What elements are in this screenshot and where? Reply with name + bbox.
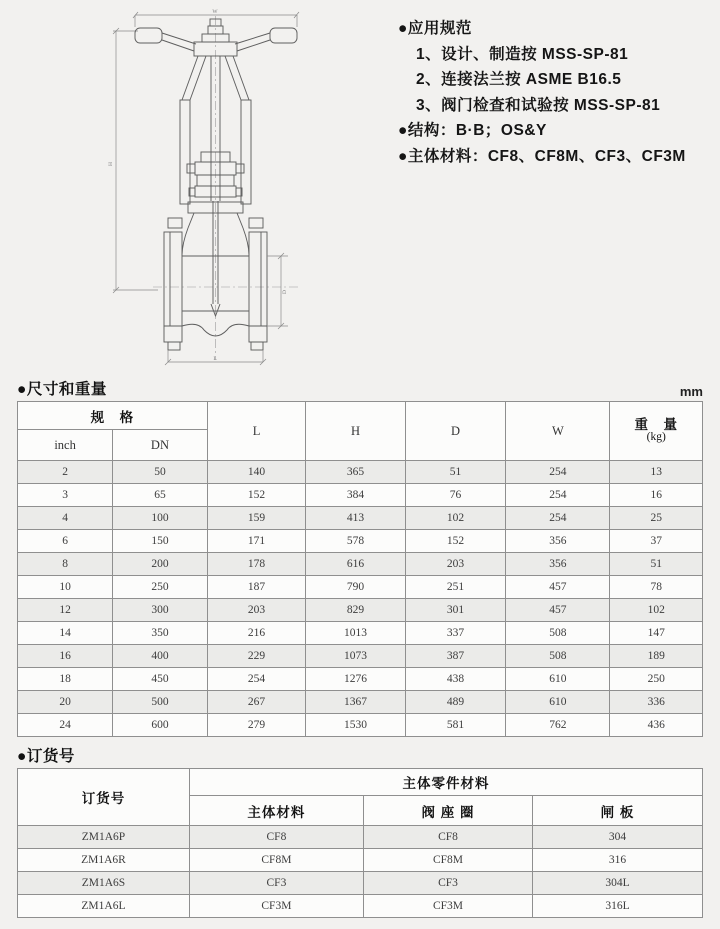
table-row — [18, 553, 703, 576]
order-table-body — [18, 826, 703, 918]
table-cell: 508 — [506, 645, 610, 668]
table-cell: 78 — [610, 576, 703, 599]
table-row — [18, 622, 703, 645]
col-header-h: H — [306, 402, 405, 461]
table-cell: 790 — [306, 576, 405, 599]
table-cell: 76 — [405, 484, 506, 507]
table-cell: 4 — [18, 507, 113, 530]
col-header-gate: 闸 板 — [533, 796, 703, 826]
table-cell: CF8 — [189, 826, 363, 849]
dim-l-label: L — [213, 356, 217, 362]
spec-material: ●主体材料：CF8、CF8M、CF3、CF3M — [398, 147, 686, 165]
order-section-header — [17, 744, 703, 766]
table-cell: 254 — [506, 484, 610, 507]
table-cell: 450 — [113, 668, 208, 691]
table-cell: 50 — [113, 461, 208, 484]
table-cell: 203 — [207, 599, 306, 622]
table-cell: 762 — [506, 714, 610, 737]
table-cell: 508 — [506, 622, 610, 645]
table-row — [18, 461, 703, 484]
unit-label: mm — [679, 384, 703, 399]
dim-d-label: D — [282, 290, 288, 294]
table-cell: ZM1A6R — [18, 849, 190, 872]
table-cell: 267 — [207, 691, 306, 714]
table-cell: 316L — [533, 895, 703, 918]
table-cell: 500 — [113, 691, 208, 714]
weight-label: 重 量 — [634, 417, 678, 432]
table-cell: 304 — [533, 826, 703, 849]
table-cell: ZM1A6P — [18, 826, 190, 849]
table-cell: 1073 — [306, 645, 405, 668]
table-cell: 413 — [306, 507, 405, 530]
table-cell: 16 — [18, 645, 113, 668]
table-cell: 14 — [18, 622, 113, 645]
dim-w-label: W — [212, 9, 218, 15]
table-cell: 250 — [610, 668, 703, 691]
table-cell: 2 — [18, 461, 113, 484]
dimensions-table — [17, 401, 703, 737]
table-cell: 279 — [207, 714, 306, 737]
table-row — [18, 714, 703, 737]
table-cell: 6 — [18, 530, 113, 553]
table-cell: 187 — [207, 576, 306, 599]
table-cell: 304L — [533, 872, 703, 895]
table-cell: 610 — [506, 668, 610, 691]
spec-block — [398, 16, 716, 169]
table-cell: 489 — [405, 691, 506, 714]
table-row — [18, 872, 703, 895]
table-cell: 3 — [18, 484, 113, 507]
table-cell: 336 — [610, 691, 703, 714]
table-cell: 1013 — [306, 622, 405, 645]
table-cell: 600 — [113, 714, 208, 737]
table-cell: CF8 — [363, 826, 532, 849]
table-cell: 254 — [207, 668, 306, 691]
table-cell: 37 — [610, 530, 703, 553]
table-cell: 384 — [306, 484, 405, 507]
table-cell: 387 — [405, 645, 506, 668]
table-cell: 189 — [610, 645, 703, 668]
valve-drawing — [98, 4, 360, 376]
table-cell: 178 — [207, 553, 306, 576]
table-row — [18, 849, 703, 872]
spec-item: 2、连接法兰按 ASME B16.5 — [416, 71, 622, 88]
table-cell: 457 — [506, 576, 610, 599]
table-cell: 301 — [405, 599, 506, 622]
col-header-inch: inch — [18, 430, 113, 461]
table-cell: 150 — [113, 530, 208, 553]
table-cell: 365 — [306, 461, 405, 484]
table-cell: 203 — [405, 553, 506, 576]
table-row — [18, 484, 703, 507]
table-cell: 25 — [610, 507, 703, 530]
table-cell: CF3M — [189, 895, 363, 918]
table-cell: 18 — [18, 668, 113, 691]
table-cell: 140 — [207, 461, 306, 484]
spec-structure: ●结构：B·B；OS&Y — [398, 122, 547, 139]
table-cell: 1367 — [306, 691, 405, 714]
table-row — [18, 668, 703, 691]
table-cell: CF3 — [363, 872, 532, 895]
table-cell: 251 — [405, 576, 506, 599]
col-header-order-no: 订货号 — [18, 769, 190, 826]
table-cell: 51 — [405, 461, 506, 484]
table-cell: 51 — [610, 553, 703, 576]
table-cell: 254 — [506, 461, 610, 484]
table-row — [18, 599, 703, 622]
dimension-w — [133, 9, 299, 27]
table-cell: 254 — [506, 507, 610, 530]
col-header-body-material: 主体材料 — [189, 796, 363, 826]
dimension-d — [267, 253, 288, 329]
table-cell: 100 — [113, 507, 208, 530]
dims-section-title: ●尺寸和重量 — [17, 381, 107, 398]
table-cell: 13 — [610, 461, 703, 484]
table-cell: 200 — [113, 553, 208, 576]
table-cell: 216 — [207, 622, 306, 645]
table-cell: 147 — [610, 622, 703, 645]
table-cell: 1530 — [306, 714, 405, 737]
table-row — [18, 576, 703, 599]
table-cell: 20 — [18, 691, 113, 714]
table-cell: 578 — [306, 530, 405, 553]
gate-valve-schematic — [98, 4, 360, 376]
table-row — [18, 826, 703, 849]
table-cell: 581 — [405, 714, 506, 737]
table-cell: 350 — [113, 622, 208, 645]
col-header-w: W — [506, 402, 610, 461]
col-header-spec: 规 格 — [18, 402, 208, 430]
table-cell: 102 — [610, 599, 703, 622]
table-cell: CF8M — [363, 849, 532, 872]
table-cell: 400 — [113, 645, 208, 668]
col-header-l: L — [207, 402, 306, 461]
table-cell: 24 — [18, 714, 113, 737]
table-row — [18, 691, 703, 714]
table-cell: 438 — [405, 668, 506, 691]
table-cell: 65 — [113, 484, 208, 507]
table-cell: 152 — [207, 484, 306, 507]
dims-table-body — [18, 461, 703, 737]
col-header-d: D — [405, 402, 506, 461]
table-cell: 337 — [405, 622, 506, 645]
order-table — [17, 768, 703, 918]
table-cell: 229 — [207, 645, 306, 668]
table-row — [18, 507, 703, 530]
spec-item: 1、设计、制造按 MSS-SP-81 — [416, 45, 629, 63]
table-row — [18, 895, 703, 918]
weight-unit-label: (kg) — [646, 431, 666, 443]
table-cell: 356 — [506, 530, 610, 553]
table-cell: 102 — [405, 507, 506, 530]
table-cell: 616 — [306, 553, 405, 576]
table-cell: ZM1A6S — [18, 872, 190, 895]
table-cell: 16 — [610, 484, 703, 507]
table-cell: 610 — [506, 691, 610, 714]
table-row — [18, 530, 703, 553]
table-cell: CF3M — [363, 895, 532, 918]
spec-item: 3、阀门检查和试验按 MSS-SP-81 — [416, 96, 661, 114]
col-header-parts-material: 主体零件材料 — [189, 769, 702, 796]
table-cell: ZM1A6L — [18, 895, 190, 918]
table-cell: 10 — [18, 576, 113, 599]
order-section-title: ●订货号 — [17, 748, 75, 765]
table-cell: 152 — [405, 530, 506, 553]
table-cell: CF3 — [189, 872, 363, 895]
col-header-seat-ring: 阀 座 圈 — [363, 796, 532, 826]
dim-h-label: H — [108, 162, 114, 166]
col-header-dn: DN — [113, 430, 208, 461]
table-cell: 356 — [506, 553, 610, 576]
table-cell: 457 — [506, 599, 610, 622]
dimension-h — [108, 28, 158, 293]
table-cell: 300 — [113, 599, 208, 622]
table-cell: 171 — [207, 530, 306, 553]
table-cell: 316 — [533, 849, 703, 872]
col-header-weight — [610, 402, 703, 461]
table-cell: 159 — [207, 507, 306, 530]
handwheel — [135, 19, 297, 56]
table-cell: 8 — [18, 553, 113, 576]
table-cell: 12 — [18, 599, 113, 622]
table-cell: 1276 — [306, 668, 405, 691]
spec-application-title: ●应用规范 — [398, 20, 472, 37]
table-cell: CF8M — [189, 849, 363, 872]
table-cell: 250 — [113, 576, 208, 599]
table-cell: 829 — [306, 599, 405, 622]
table-row — [18, 645, 703, 668]
dims-section-header — [17, 377, 703, 399]
table-cell: 436 — [610, 714, 703, 737]
